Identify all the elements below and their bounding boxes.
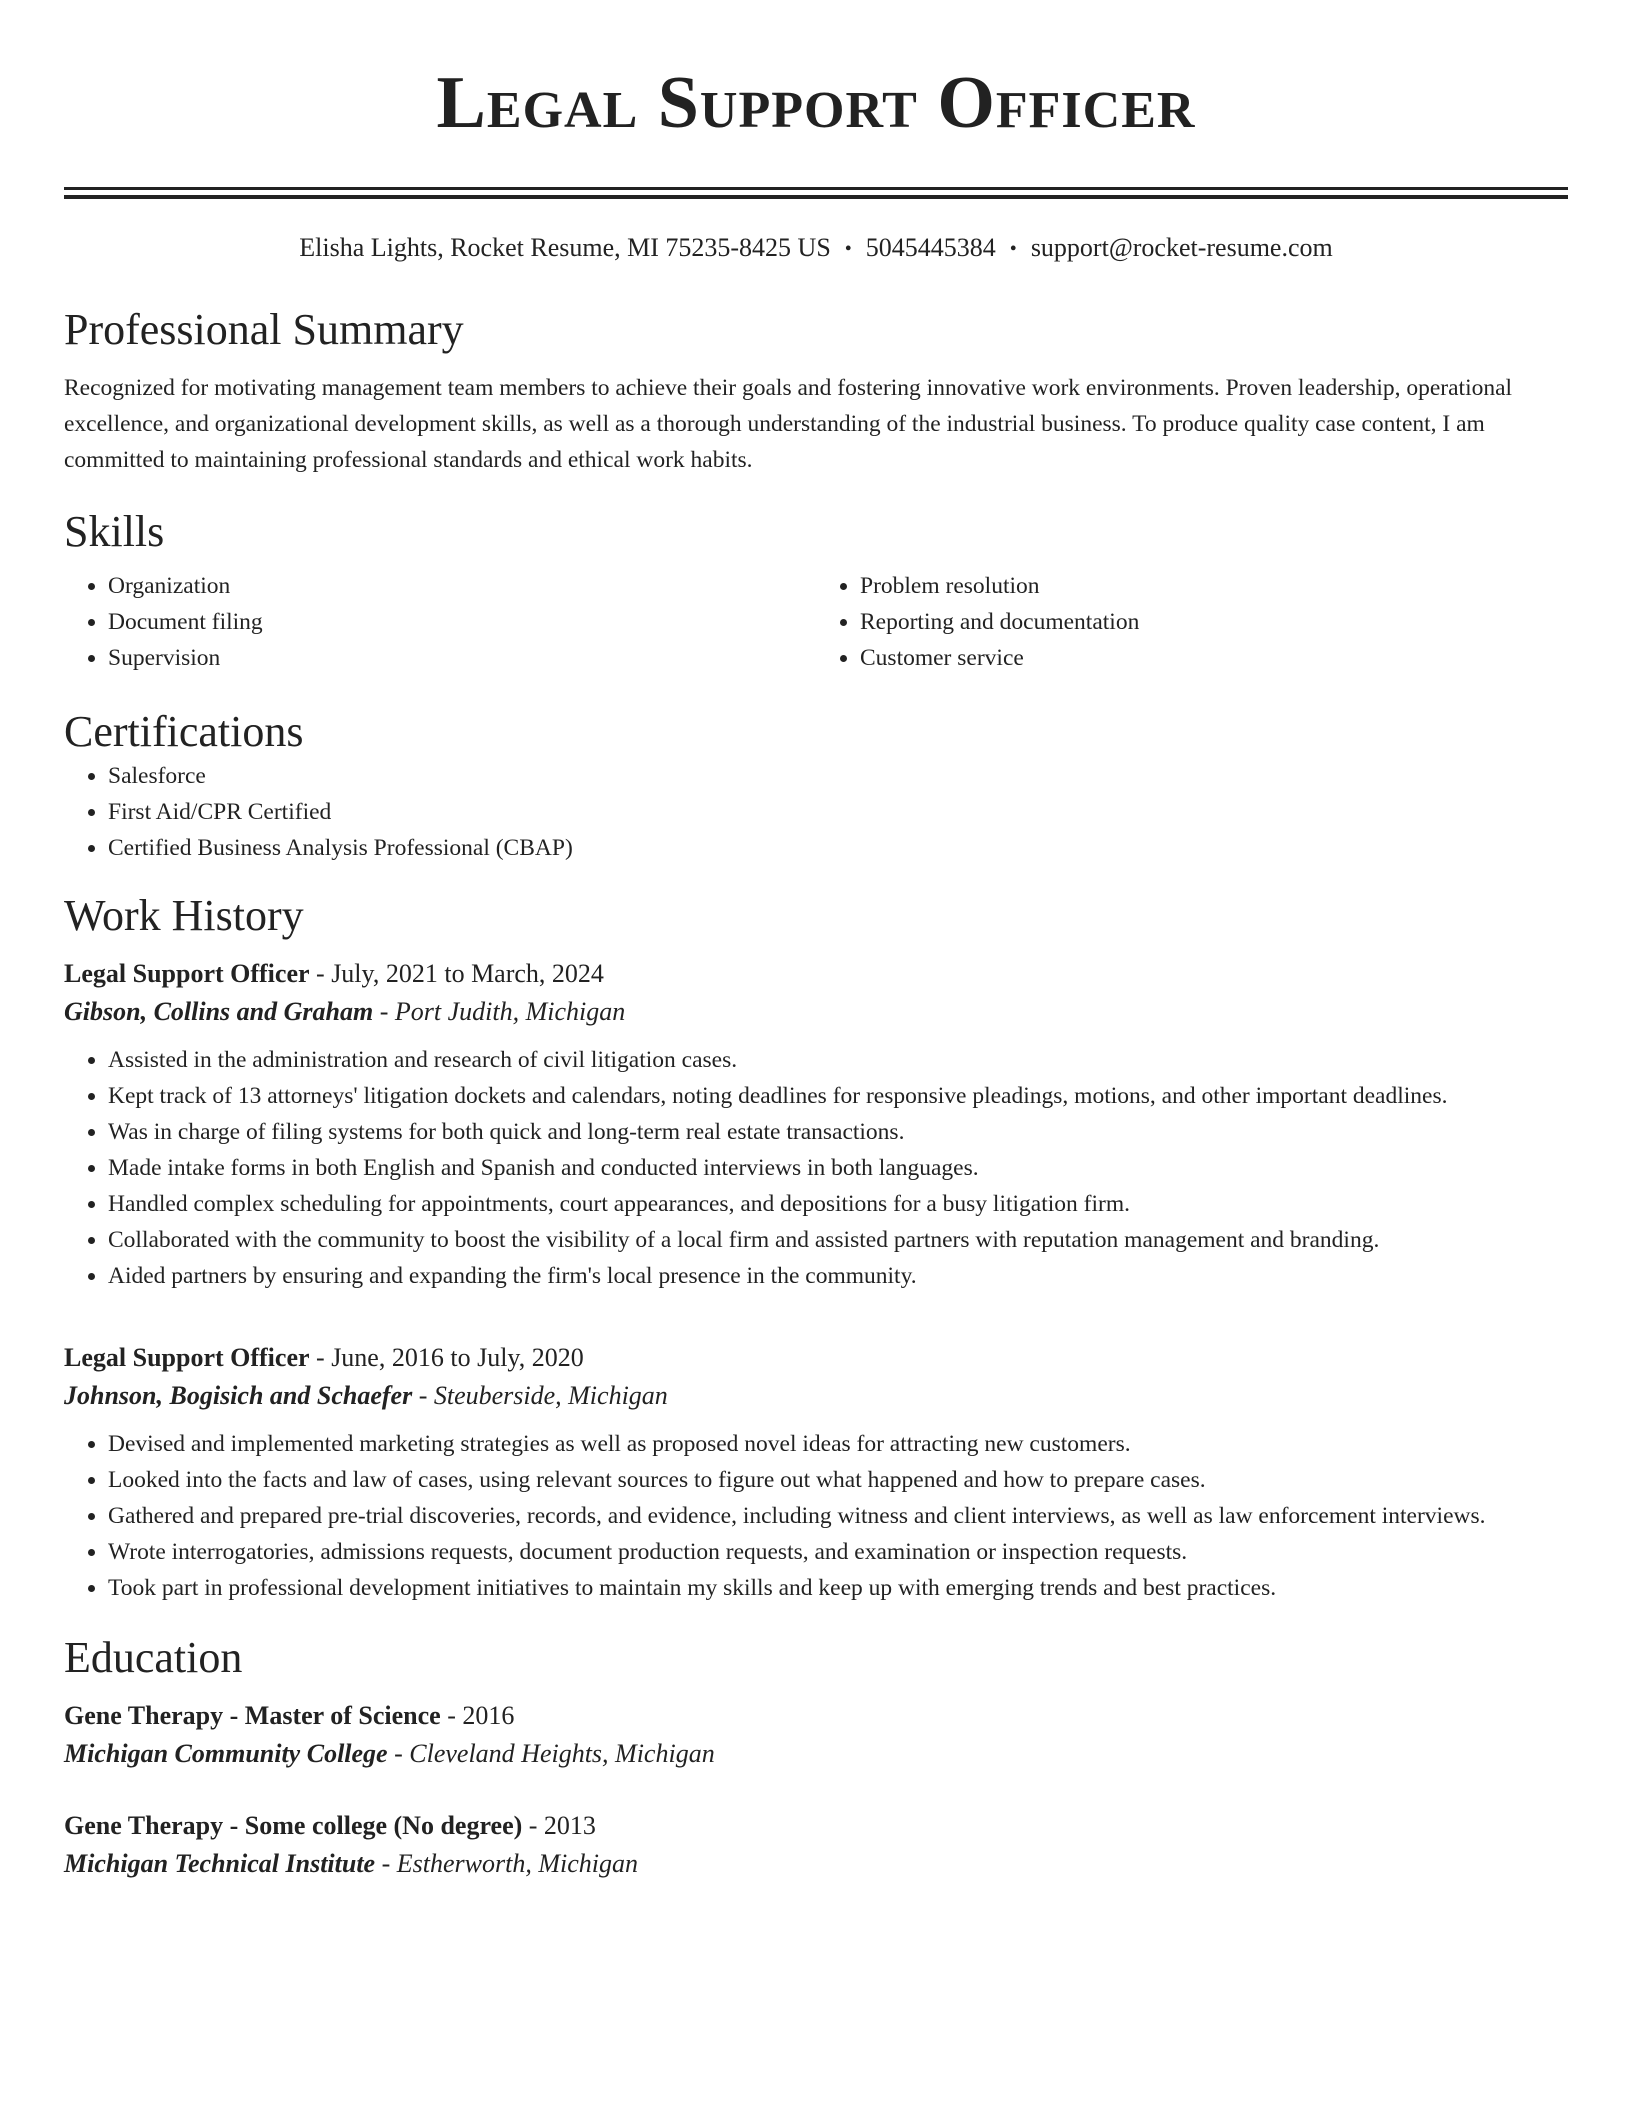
contact-phone: 5045445384: [865, 233, 996, 262]
education-school-line: [64, 1844, 1568, 1884]
certification-item: • First Aid/CPR Certified: [108, 794, 1568, 830]
contact-address: Elisha Lights, Rocket Resume, MI 75235-8425 US: [299, 233, 831, 262]
job-title: Legal Support Officer: [64, 959, 310, 988]
job-title-line: [64, 1340, 1568, 1376]
work-history-heading: Work History: [64, 891, 304, 940]
job-company-line: [64, 1376, 1568, 1416]
summary-heading: Professional Summary: [64, 305, 464, 354]
job-duty: • Handled complex scheduling for appointments, court appearances, and depositions for a busy litigation firm.: [108, 1186, 1568, 1222]
job-title-line: [64, 956, 1568, 992]
education-school: Michigan Community College: [64, 1739, 388, 1768]
skill-item: • Customer service: [860, 640, 1568, 676]
job-duties-list: [64, 1042, 1568, 1294]
skills-list-left: [64, 568, 816, 676]
education-entry: [64, 1808, 1568, 1884]
education-location: - Cleveland Heights, Michigan: [387, 1739, 715, 1768]
title-divider: [64, 187, 1568, 199]
job-company: Johnson, Bogisich and Schaefer: [64, 1381, 413, 1410]
skill-item: • Document filing: [108, 604, 816, 640]
job-duties-list: [64, 1426, 1568, 1606]
skills-list-right: [816, 568, 1568, 676]
education-degree: Gene Therapy - Master of Science: [64, 1701, 441, 1730]
skill-item: • Supervision: [108, 640, 816, 676]
education-location: - Estherworth, Michigan: [375, 1849, 638, 1878]
education-entry: [64, 1698, 1568, 1774]
contact-separator: •: [844, 238, 852, 260]
education-heading: Education: [64, 1633, 243, 1682]
job-location: - Steuberside, Michigan: [412, 1381, 668, 1410]
job-dates: - June, 2016 to July, 2020: [309, 1343, 584, 1372]
contact-separator: •: [1009, 238, 1017, 260]
summary-text: Recognized for motivating management team members to achieve their goals and fostering innovative work environments. Proven leadership, operational excellence, and organizational development skills, as well as a thorough understanding of the industrial business. To produce quality case content, I am committed to maintaining professional standards and ethical work habits.: [64, 375, 1513, 473]
job-duty: • Took part in professional development initiatives to maintain my skills and keep up with emerging trends and best practices.: [108, 1570, 1568, 1606]
job-duty: • Kept track of 13 attorneys' litigation dockets and calendars, noting deadlines for responsive pleadings, motions, and other important deadlines.: [108, 1078, 1568, 1114]
job-duty: • Wrote interrogatories, admissions requests, document production requests, and examination or inspection requests.: [108, 1534, 1568, 1570]
certifications-heading: Certifications: [64, 707, 304, 756]
contact-email: support@rocket-resume.com: [1030, 233, 1333, 262]
education-year: - 2013: [522, 1811, 596, 1840]
job-title: Legal Support Officer: [64, 1343, 310, 1372]
education-degree-line: [64, 1698, 1568, 1734]
job-company-line: [64, 992, 1568, 1032]
job-dates: - July, 2021 to March, 2024: [309, 959, 604, 988]
job-company: Gibson, Collins and Graham: [64, 997, 374, 1026]
job-location: - Port Judith, Michigan: [373, 997, 626, 1026]
job-duty: • Collaborated with the community to boost the visibility of a local firm and assisted partners with reputation management and branding.: [108, 1222, 1568, 1258]
skill-item: • Problem resolution: [860, 568, 1568, 604]
certifications-list: [64, 758, 1568, 866]
skills-heading: Skills: [64, 507, 165, 556]
job-duty: • Gathered and prepared pre-trial discoveries, records, and evidence, including witness and client interviews, as well as law enforcement interviews.: [108, 1498, 1568, 1534]
job-duty: • Looked into the facts and law of cases, using relevant sources to figure out what happened and how to prepare cases.: [108, 1462, 1568, 1498]
resume-title: Legal Support Officer: [436, 62, 1196, 144]
skill-item: • Reporting and documentation: [860, 604, 1568, 640]
job-entry: [64, 956, 1568, 1294]
education-school: Michigan Technical Institute: [64, 1849, 376, 1878]
job-duty: • Aided partners by ensuring and expanding the firm's local presence in the community.: [108, 1258, 1568, 1294]
certification-item: • Salesforce: [108, 758, 1568, 794]
job-duty: • Devised and implemented marketing strategies as well as proposed novel ideas for attracting new customers.: [108, 1426, 1568, 1462]
education-school-line: [64, 1734, 1568, 1774]
education-degree-line: [64, 1808, 1568, 1844]
contact-line: [64, 231, 1568, 266]
education-year: - 2016: [440, 1701, 515, 1730]
skill-item: • Organization: [108, 568, 816, 604]
skills-columns: [64, 568, 1568, 676]
job-duty: • Assisted in the administration and research of civil litigation cases.: [108, 1042, 1568, 1078]
certification-item: • Certified Business Analysis Professional (CBAP): [108, 830, 1568, 866]
job-duty: • Made intake forms in both English and Spanish and conducted interviews in both languages.: [108, 1150, 1568, 1186]
job-duty: • Was in charge of filing systems for both quick and long-term real estate transactions.: [108, 1114, 1568, 1150]
job-entry: [64, 1340, 1568, 1606]
education-degree: Gene Therapy - Some college (No degree): [64, 1811, 523, 1840]
